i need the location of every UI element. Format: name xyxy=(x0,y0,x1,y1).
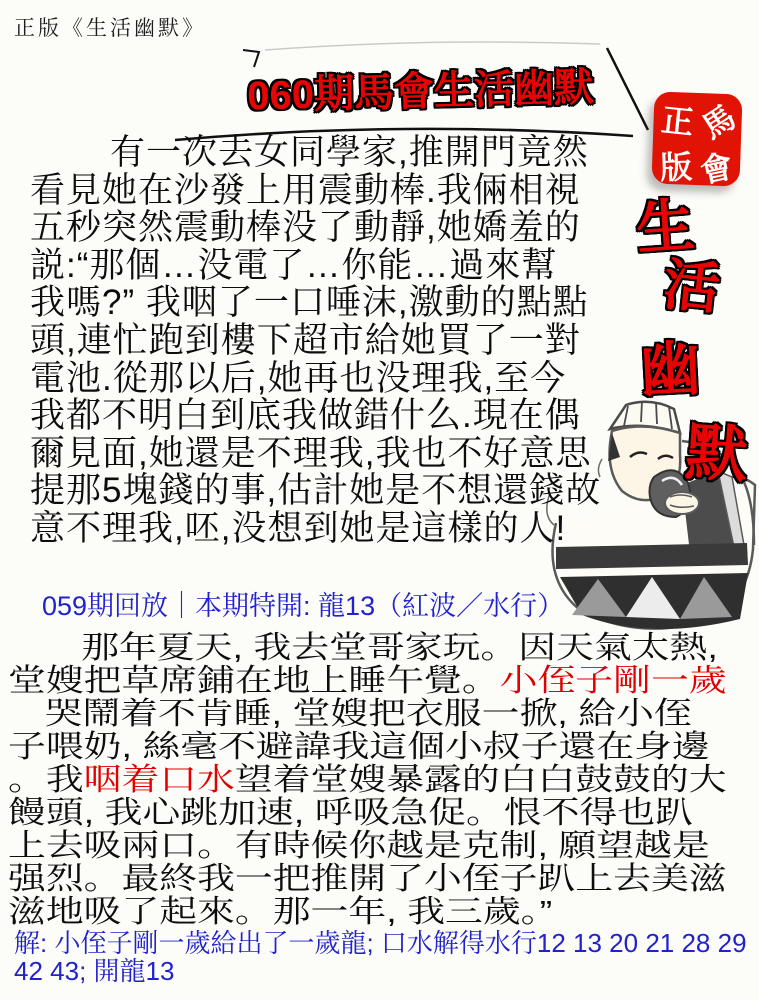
story-two-line xyxy=(8,763,759,796)
page-title: 060期馬會生活幽默 xyxy=(246,65,595,119)
story-two-text: 堂嫂把草席鋪在地上睡午覺。 xyxy=(8,663,500,698)
cartoon-hand xyxy=(665,492,699,514)
story-two-line xyxy=(8,730,759,763)
solution-line-1: 解: 小侄子剛一歲給出了一歲龍; 口水解得水行12 13 20 21 28 29 xyxy=(14,928,747,958)
story-two-highlight: 小侄子剛一歲 xyxy=(499,663,727,698)
story-two-text: 子喂奶, 絲毫不避諱我這個小叔子還在身邊 xyxy=(8,729,710,764)
side-title-char-you: 幽 xyxy=(638,334,702,405)
solution-line-2: 42 43; 開龍13 xyxy=(14,955,175,986)
story-two-text: 上去吸兩口。有時候你越是克制, 願望越是 xyxy=(8,828,710,863)
story-one-line: 看見她在沙發上用震動棒.我倆相視 xyxy=(30,170,581,210)
seal-char-hui: 會 xyxy=(697,147,736,190)
story-one-line: 爾見面,她還是不理我,我也不好意思 xyxy=(30,433,592,473)
story-one-line: 説:“那個…没電了…你能…過來幫 xyxy=(30,245,558,285)
edition-label: 正版《生活幽默》 xyxy=(14,17,206,40)
story-two-line xyxy=(8,895,759,928)
story-one-line: 五秒突然震動棒没了動靜,她嬌羞的 xyxy=(30,208,581,248)
story-one-line: 有一次去女同學家,推開門竟然 xyxy=(110,133,589,172)
story-two-highlight: 咽着口水 xyxy=(83,762,235,797)
solution-footer xyxy=(14,930,747,985)
story-one xyxy=(30,134,630,548)
story-two-text: 滋地吸了起來。那一年, 我三歲。” xyxy=(8,894,553,929)
story-one-line: 意不理我,呸,没想到她是這樣的人! xyxy=(30,508,567,548)
seal-char-ban: 版 xyxy=(659,148,693,186)
story-two-line xyxy=(8,829,759,862)
story-two-text: 饅頭, 我心跳加速, 呼吸急促。恨不得也趴 xyxy=(8,795,693,830)
story-two-line xyxy=(8,631,759,664)
story-one-line: 電池.從那以后,她再也没理我,至今 xyxy=(30,358,567,398)
story-two xyxy=(8,631,758,928)
story-one-line: 提那5塊錢的事,估計她是不想還錢故 xyxy=(30,471,602,511)
authenticity-seal xyxy=(651,91,742,190)
previous-issue-recap: 059期回放｜本期特開: 龍13（紅波／水行） xyxy=(42,591,565,621)
side-title-char-sheng: 生 xyxy=(634,193,697,262)
story-one-line: 我都不明白到底我做錯什么.現在偶 xyxy=(30,396,581,436)
story-one-line: 我嗎?” 我咽了一口唾沫,激動的點點 xyxy=(30,283,589,323)
seal-char-ma: 馬 xyxy=(695,98,742,147)
story-two-text: 望着堂嫂暴露的白白鼓鼓的大 xyxy=(234,762,727,797)
story-two-line xyxy=(8,796,759,829)
seal-char-zheng: 正 xyxy=(659,101,696,141)
story-two-line xyxy=(8,697,759,730)
story-two-text: 。我 xyxy=(8,762,84,797)
story-two-text: 那年夏天, 我去堂哥家玩。因天氣太熱, xyxy=(81,630,718,665)
story-two-text: 强烈。最終我一把推開了小侄子趴上去美滋 xyxy=(8,861,727,896)
story-two-line xyxy=(8,664,759,697)
side-title-char-mo: 默 xyxy=(683,417,750,492)
story-two-line xyxy=(8,862,759,895)
story-one-line: 頭,連忙跑到樓下超市給她買了一對 xyxy=(30,320,581,360)
story-two-text: 哭鬧着不肯睡, 堂嫂把衣服一掀, 給小侄 xyxy=(44,696,692,731)
side-title-char-huo: 活 xyxy=(660,252,723,321)
banner-top-line xyxy=(265,42,600,50)
